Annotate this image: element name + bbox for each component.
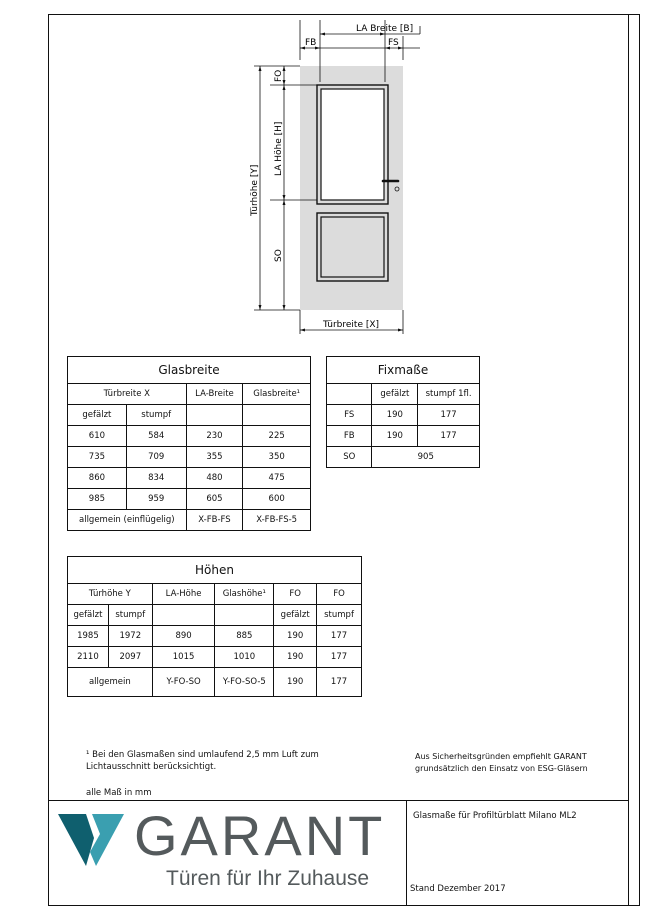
cell: 480 bbox=[186, 468, 243, 489]
subheader-stumpf: stumpf bbox=[108, 605, 152, 626]
header-tuerbreite: Türbreite X bbox=[68, 384, 187, 405]
glass-panel-inner bbox=[321, 89, 384, 200]
cell: 177 bbox=[418, 426, 480, 447]
cell: 1015 bbox=[152, 647, 215, 668]
subheader-fo-stumpf: stumpf bbox=[317, 605, 362, 626]
formula-la-breite: X-FB-FS bbox=[186, 510, 243, 531]
cell: FB bbox=[327, 426, 372, 447]
fixmasse-table bbox=[326, 356, 480, 468]
cell: 890 bbox=[152, 626, 215, 647]
cell: 905 bbox=[372, 447, 480, 468]
footnote-line: ¹ Bei den Glasmaßen sind umlaufend 2,5 mm Luft zum bbox=[86, 750, 319, 760]
header-la-hoehe: LA-Höhe bbox=[152, 584, 215, 605]
table-row bbox=[327, 447, 480, 468]
cell: 190 bbox=[274, 647, 317, 668]
header-glasbreite: Glasbreite¹ bbox=[243, 384, 311, 405]
cell: FS bbox=[327, 405, 372, 426]
empty-cell bbox=[152, 605, 215, 626]
fb-label: FB bbox=[305, 38, 317, 48]
glasbreite-title: Glasbreite bbox=[68, 357, 311, 384]
header-la-breite: LA-Breite bbox=[186, 384, 243, 405]
cell: 605 bbox=[186, 489, 243, 510]
units-note: alle Maß in mm bbox=[86, 788, 152, 798]
table-row bbox=[68, 468, 311, 489]
cell: SO bbox=[327, 447, 372, 468]
formula-label: allgemein bbox=[68, 668, 153, 697]
formula-la-hoehe: Y-FO-SO bbox=[152, 668, 215, 697]
cell: 735 bbox=[68, 447, 127, 468]
header-glashoehe: Glashöhe¹ bbox=[215, 584, 274, 605]
safety-line: Aus Sicherheitsgründen empfiehlt GARANT bbox=[415, 752, 587, 761]
fs-label: FS bbox=[388, 38, 399, 48]
cell: 177 bbox=[418, 405, 480, 426]
empty-cell bbox=[243, 405, 311, 426]
table-row bbox=[68, 426, 311, 447]
cell: 600 bbox=[243, 489, 311, 510]
cell: 860 bbox=[68, 468, 127, 489]
cell: 985 bbox=[68, 489, 127, 510]
cell: 1985 bbox=[68, 626, 109, 647]
table-row-formula bbox=[68, 510, 311, 531]
cell: 959 bbox=[126, 489, 186, 510]
hoehen-table bbox=[67, 556, 362, 697]
subheader-gefaelzt: gefälzt bbox=[68, 405, 127, 426]
titleblock-vertical-divider bbox=[406, 800, 407, 906]
cell: 230 bbox=[186, 426, 243, 447]
titleblock-description: Glasmaße für Profiltürblatt Milano ML2 bbox=[413, 811, 577, 821]
header-fo: FO bbox=[317, 584, 362, 605]
tuerhoehe-label: Türhöhe [Y] bbox=[250, 164, 260, 216]
cell: 190 bbox=[372, 405, 418, 426]
cell: 834 bbox=[126, 468, 186, 489]
subheader-fo-gefaelzt: gefälzt bbox=[274, 605, 317, 626]
cell: 177 bbox=[317, 647, 362, 668]
cell: 885 bbox=[215, 626, 274, 647]
cell: 709 bbox=[126, 447, 186, 468]
garant-wordmark: GARANT bbox=[134, 804, 386, 867]
footnote bbox=[86, 749, 319, 773]
formula-fo: 177 bbox=[317, 668, 362, 697]
formula-glasbreite: X-FB-FS-5 bbox=[243, 510, 311, 531]
cell: 475 bbox=[243, 468, 311, 489]
cell: 610 bbox=[68, 426, 127, 447]
garant-tagline: Türen für Ihr Zuhause bbox=[166, 867, 370, 890]
cell: 2110 bbox=[68, 647, 109, 668]
cell: 1972 bbox=[108, 626, 152, 647]
table-row-formula bbox=[68, 668, 362, 697]
la-hoehe-label: LA Höhe [H] bbox=[274, 121, 284, 176]
glasbreite-table bbox=[67, 356, 311, 531]
header-fo: FO bbox=[274, 584, 317, 605]
subheader-stumpf: stumpf bbox=[126, 405, 186, 426]
cell: 2097 bbox=[108, 647, 152, 668]
empty-cell bbox=[327, 384, 372, 405]
safety-note bbox=[415, 751, 588, 775]
header-tuerhoehe: Türhöhe Y bbox=[68, 584, 153, 605]
cell: 190 bbox=[372, 426, 418, 447]
safety-line: grundsätzlich den Einsatz von ESG-Gläsern bbox=[415, 764, 588, 773]
formula-label: allgemein (einflügelig) bbox=[68, 510, 187, 531]
tuerbreite-label: Türbreite [X] bbox=[323, 320, 380, 330]
hoehen-title: Höhen bbox=[68, 557, 362, 584]
table-row bbox=[68, 626, 362, 647]
cell: 355 bbox=[186, 447, 243, 468]
empty-cell bbox=[186, 405, 243, 426]
subheader-gefaelzt: gefälzt bbox=[68, 605, 109, 626]
titleblock-date: Stand Dezember 2017 bbox=[410, 884, 506, 894]
empty-cell bbox=[215, 605, 274, 626]
header-gefaelzt: gefälzt bbox=[372, 384, 418, 405]
formula-fo: 190 bbox=[274, 668, 317, 697]
fixmasse-title: Fixmaße bbox=[327, 357, 480, 384]
cell: 177 bbox=[317, 626, 362, 647]
header-stumpf: stumpf 1fl. bbox=[418, 384, 480, 405]
titleblock-divider bbox=[48, 800, 628, 801]
table-row bbox=[327, 405, 480, 426]
table-row bbox=[68, 489, 311, 510]
cell: 1010 bbox=[215, 647, 274, 668]
footnote-line: Lichtausschnitt berücksichtigt. bbox=[86, 762, 217, 772]
cell: 584 bbox=[126, 426, 186, 447]
cell: 190 bbox=[274, 626, 317, 647]
door-drawing bbox=[0, 0, 656, 345]
garant-logo-icon bbox=[56, 812, 128, 868]
formula-glashoehe: Y-FO-SO-5 bbox=[215, 668, 274, 697]
fo-label: FO bbox=[274, 69, 284, 82]
table-row bbox=[327, 426, 480, 447]
so-label: SO bbox=[274, 249, 284, 262]
la-breite-label: LA Breite [B] bbox=[356, 24, 414, 34]
table-row bbox=[68, 647, 362, 668]
cell: 350 bbox=[243, 447, 311, 468]
table-row bbox=[68, 447, 311, 468]
cell: 225 bbox=[243, 426, 311, 447]
